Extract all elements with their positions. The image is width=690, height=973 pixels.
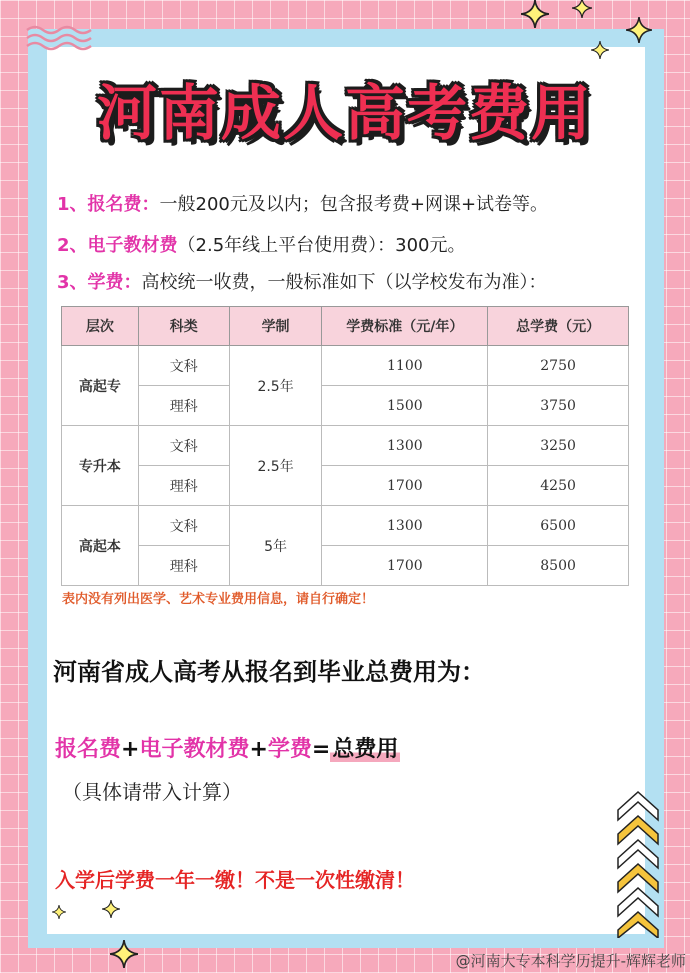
- sparkle-star-icon: [52, 905, 66, 919]
- item-label: 学费: [87, 272, 124, 293]
- payment-warning: 入学后学费一年一缴！不是一次性缴清！: [55, 868, 415, 892]
- calculation-hint: （具体请带入计算）: [62, 780, 242, 804]
- total-cell: 2750: [488, 346, 629, 386]
- duration-cell: 2.5年: [229, 426, 322, 506]
- item-text: 高校统一收费，一般标准如下（以学校发布为准）：: [141, 272, 547, 293]
- fee-cell: 1500: [322, 386, 488, 426]
- header-fee-standard: 学费标准（元/年）: [322, 307, 488, 346]
- page-title: 河南成人高考费用: [97, 79, 593, 149]
- item-colon: ：: [123, 272, 142, 293]
- fee-cell: 1700: [322, 546, 488, 586]
- sparkle-star-icon: [572, 0, 592, 18]
- table-header-row: [62, 307, 629, 346]
- item-number: 2、: [57, 235, 88, 256]
- category-cell: 文科: [138, 506, 229, 546]
- header-level: 层次: [62, 307, 139, 346]
- level-cell: 专升本: [62, 426, 139, 506]
- duration-cell: 2.5年: [229, 346, 322, 426]
- fee-cell: 1300: [322, 506, 488, 546]
- table-row: [62, 386, 629, 426]
- item-number: 1、: [57, 194, 88, 215]
- tuition-table: [61, 306, 629, 586]
- chevron-stack-icon: [614, 788, 662, 938]
- table-row: [62, 346, 629, 386]
- formula-plus: +: [121, 737, 140, 762]
- table-note: 表内没有列出医学、艺术专业费用信息，请自行确定！: [62, 592, 375, 607]
- fee-cell: 1100: [322, 346, 488, 386]
- item-label: 报名费: [87, 194, 142, 215]
- sparkle-star-icon: [521, 0, 549, 28]
- formula-ebook: 电子教材费: [139, 737, 250, 762]
- table-row: [62, 506, 629, 546]
- category-cell: 理科: [138, 386, 229, 426]
- category-cell: 理科: [138, 466, 229, 506]
- category-cell: 理科: [138, 546, 229, 586]
- watermark: @河南大专本科学历提升-辉辉老师: [455, 952, 686, 970]
- total-cost-heading: 河南省成人高考从报名到毕业总费用为：: [53, 658, 485, 686]
- sparkle-star-icon: [626, 17, 652, 43]
- total-cell: 3750: [488, 386, 629, 426]
- fee-cell: 1300: [322, 426, 488, 466]
- cost-formula: [55, 732, 400, 763]
- formula-plus: +: [249, 737, 268, 762]
- table-row: [62, 426, 629, 466]
- level-cell: 高起专: [62, 346, 139, 426]
- formula-registration: 报名费: [55, 737, 122, 762]
- sparkle-star-icon: [110, 940, 138, 968]
- header-duration: 学制: [229, 307, 322, 346]
- formula-total: 总费用: [332, 737, 399, 762]
- category-cell: 文科: [138, 346, 229, 386]
- fee-item-tuition: [57, 268, 547, 294]
- item-text: 一般200元及以内；包含报考费+网课+试卷等。: [159, 194, 549, 215]
- header-total-fee: 总学费（元）: [488, 307, 629, 346]
- total-cell: 4250: [488, 466, 629, 506]
- item-colon: ：: [141, 194, 160, 215]
- fee-cell: 1700: [322, 466, 488, 506]
- sparkle-star-icon: [102, 900, 120, 918]
- duration-cell: 5年: [229, 506, 322, 586]
- wave-decoration-icon: [25, 24, 105, 54]
- fee-item-registration: [57, 190, 548, 216]
- formula-tuition: 学费: [267, 737, 312, 762]
- category-cell: 文科: [138, 426, 229, 466]
- item-label: 电子教材费: [87, 235, 178, 256]
- table-row: [62, 546, 629, 586]
- sparkle-star-icon: [591, 41, 609, 59]
- table-row: [62, 466, 629, 506]
- total-cell: 3250: [488, 426, 629, 466]
- item-text: （2.5年线上平台使用费）：300元。: [177, 235, 466, 256]
- item-number: 3、: [57, 272, 88, 293]
- header-category: 科类: [138, 307, 229, 346]
- total-cell: 6500: [488, 506, 629, 546]
- fee-item-ebook: [57, 231, 466, 257]
- formula-equals: =: [311, 737, 331, 762]
- level-cell: 高起本: [62, 506, 139, 586]
- total-cell: 8500: [488, 546, 629, 586]
